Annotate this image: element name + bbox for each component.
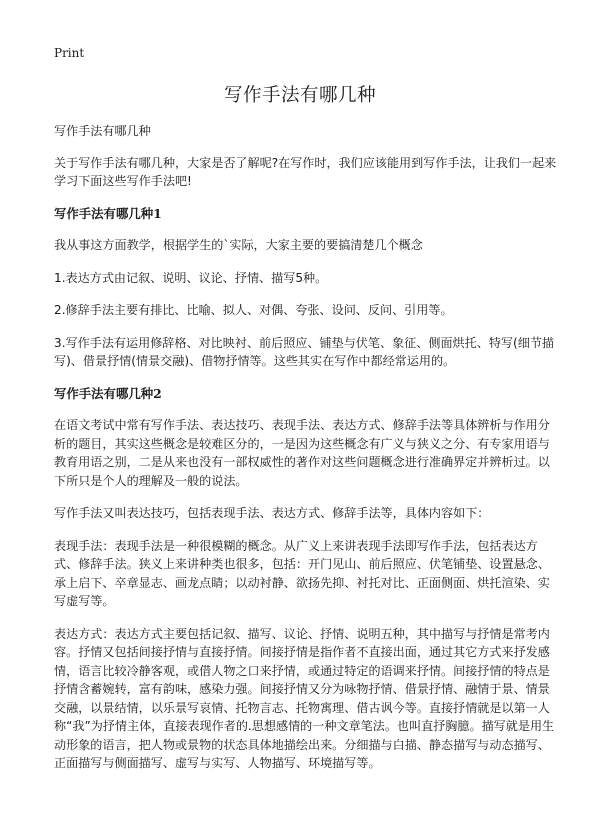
section-1-paragraph: 2.修辞手法主要有排比、比喻、拟人、对偶、夸张、设问、反问、引用等。 — [54, 303, 453, 317]
intro-paragraph: 关于写作手法有哪几种，大家是否了解呢?在写作时，我们应该能用到写作手法，让我们一起来学习下面这些写作手法吧! — [54, 155, 557, 188]
section-1-heading: 写作手法有哪几种1 — [54, 205, 162, 221]
article-body — [54, 122, 558, 787]
section-1-paragraph: 3.写作手法有运用修辞格、对比映衬、前后照应、铺垫与伏笔、象征、侧面烘托、特写(细节描写)、借景抒情(情景交融)、借物抒情等。这些其实在写作中都经常运用的。 — [54, 335, 555, 368]
article-subtitle: 写作手法有哪几种 — [54, 124, 151, 138]
section-2-paragraph: 表达方式：表达方式主要包括记叙、描写、议论、抒情、说明五种，其中描写与抒情是常考内容。抒情又包括间接抒情与直接抒情。间接抒情是指作者不直接出面，通过其它方式来抒发感情，语言比较冷静客观，或借人物之口来抒情，或通过特定的语调来抒情。间接抒情的特点是抒情含蓄婉转，富有韵味，感染力强。间接抒情又分为咏物抒情、借景抒情、融情于景、情景交融，以景结情，以乐景写哀情、托物言志、托物寓理、借古讽今等。直接抒情就是以第一人称“我”为抒情主体，直接表现作者的.思想感情的一种文章笔法。也叫直抒胸臆。描写就是用生动形象的语言，把人物或景物的状态具体地描绘出来。分细描与白描、静态描写与动态描写、正面描写与侧面描写、虚写与实写、人物描写、环境描写等。 — [54, 626, 555, 770]
page-title: 写作手法有哪几种 — [223, 85, 376, 106]
section-2-paragraph: 在语文考试中常有写作手法、表达技巧、表现手法、表达方式、修辞手法等具体辨析与作用分析的题目，其实这些概念是较难区分的，一是因为这些概念有广义与狭义之分、有专家用语与教育用语之别，二是从来也没有一部权威性的著作对这些问题概念进行准确界定并辨析过。以下所只是个人的理解及一般的说法。 — [54, 418, 550, 488]
section-2-paragraph: 写作手法又叫表达技巧，包括表现手法、表达方式、修辞手法等，具体内容如下： — [54, 506, 490, 520]
section-1-paragraph: 1.表达方式由记叙、说明、议论、抒情、描写5种。 — [54, 270, 328, 285]
section-2-heading: 写作手法有哪几种2 — [54, 385, 162, 401]
print-link[interactable]: Print — [54, 46, 85, 60]
section-2-paragraph: 表现手法：表现手法是一种很模糊的概念。从广义上来讲表现手法即写作手法，包括表达方式、修辞手法。狭义上来讲种类也很多，包括：开门见山、前后照应、伏笔铺垫、设置悬念、承上启下、卒章显志、画龙点睛；以动衬静、欲扬先抑、衬托对比、正面侧面、烘托渲染、实写虚写等。 — [54, 538, 550, 608]
section-1-paragraph: 我从事这方面教学，根据学生的`实际，大家主要的要搞清楚几个概念 — [54, 238, 423, 252]
